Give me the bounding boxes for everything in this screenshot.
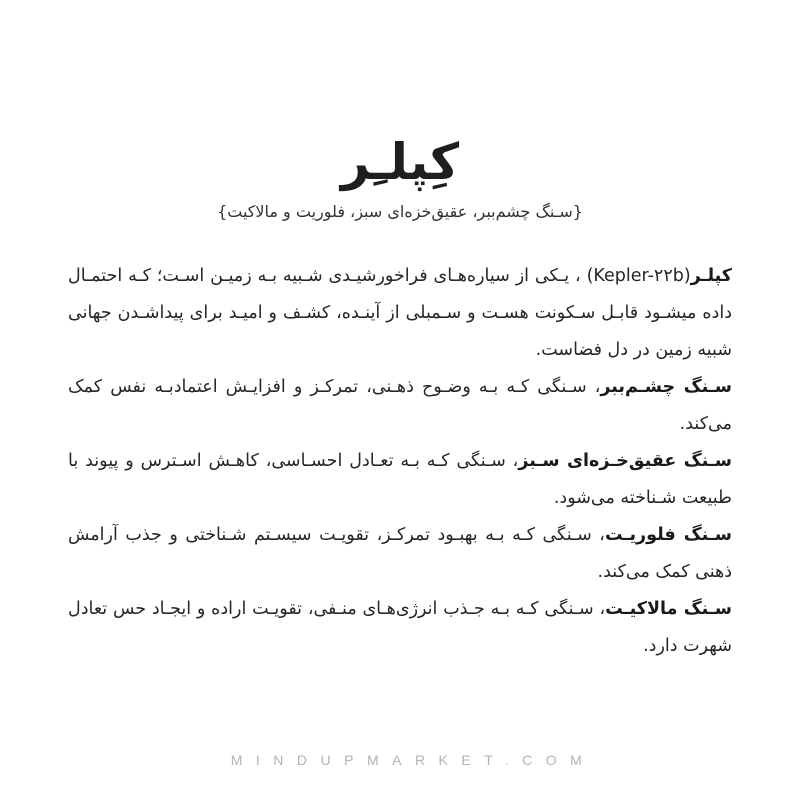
paragraph-text: ، یـکی از سیاره‌هـای فراخورشیـدی شـبیه بـه زمیـن اسـت؛ کـه احتمـال داده میشـود قابـل سـکونت هسـت و سـمبلی از آینـده، کشـف و امیـد برای پیداشـدن جهانی شبیه زمین در دل فضاست. <box>68 266 732 360</box>
paragraph-text: ، سـنگی کـه بـه جـذب انرژی‌هـای منـفی، تقویـت اراده و ایجـاد حس تعادل شهرت دارد. <box>68 599 732 656</box>
description-body <box>68 258 732 665</box>
paragraph-text: ، سـنگی کـه بـه تعـادل احسـاسی، کاهـش اسـترس و پیوند با طبیعت شـناخته می‌شود. <box>68 451 732 508</box>
page-title: کِپلـِر <box>340 133 460 191</box>
term-moss-agate: سـنگ عقیق‌خـزه‌ای سـبز <box>518 451 732 471</box>
paragraph-text: ، سـنگی کـه بـه وضـوح ذهـنی، تمرکـز و افزایـش اعتمادبـه نفس کمک می‌کند. <box>68 377 732 434</box>
paragraph-tigers-eye <box>68 369 732 443</box>
term-malachite: سـنگ مالاکیـت <box>605 599 732 619</box>
paragraph-fluorite <box>68 517 732 591</box>
paragraph-moss-agate <box>68 443 732 517</box>
footer-website: MINDUPMARKET.COM <box>230 752 596 768</box>
paragraph-malachite <box>68 591 732 665</box>
paragraph-text: ، سـنگی کـه بـه بهبـود تمرکـز، تقویـت سیسـتم شـناختی و جذب آرامش ذهنی کمک می‌کند. <box>68 525 732 582</box>
term-kepler: کپلـر <box>690 266 732 286</box>
term-tigers-eye: سـنگ چشـم‌ببر <box>600 377 733 397</box>
kepler-designation: (Kepler-۲۲b) <box>580 266 691 286</box>
page-subtitle: {سـنگ چشم‌ببر، عقیق‌خزه‌ای سبز، فلوریت و مالاکیت} <box>217 202 583 221</box>
paragraph-kepler <box>68 258 732 369</box>
term-fluorite: سـنگ فلوریـت <box>604 525 732 545</box>
